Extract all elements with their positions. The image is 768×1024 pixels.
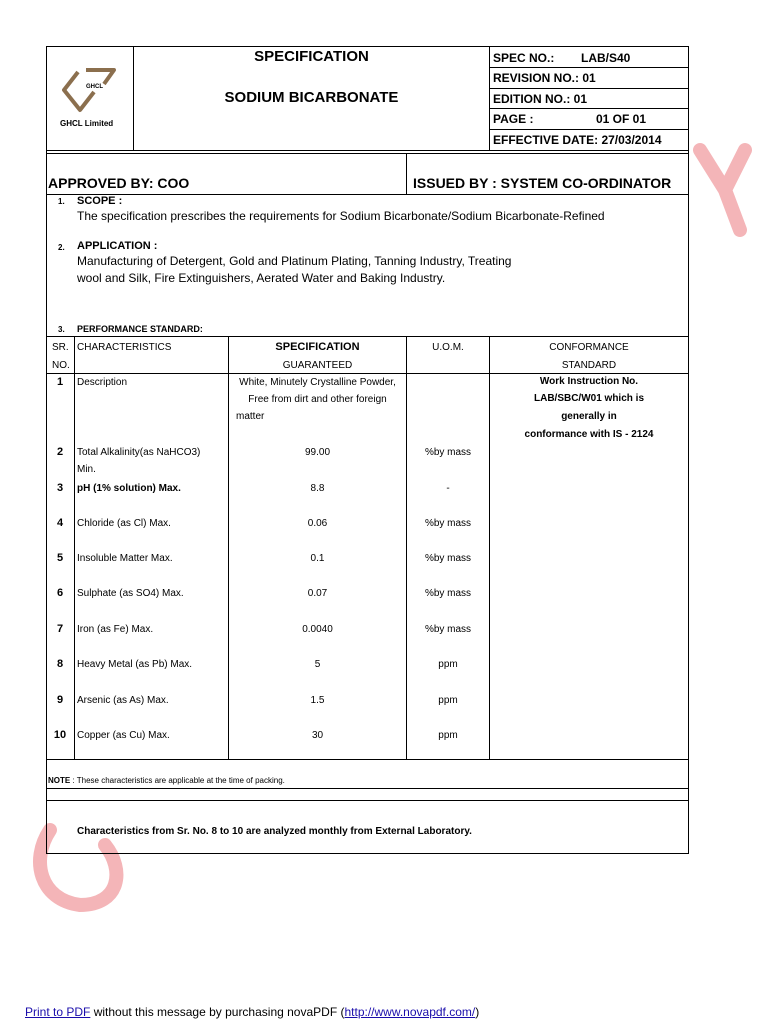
row-sr: 6 [56,587,64,599]
application-text-line2: wool and Silk, Fire Extinguishers, Aerated Water and Baking Industry. [77,271,446,285]
company-name: GHCL Limited [60,119,114,128]
row-uom: %by mass [424,518,472,529]
row-characteristic: Sulphate (as SO4) Max. [77,588,184,599]
row-uom: %by mass [424,553,472,564]
row-characteristic: Iron (as Fe) Max. [77,624,154,635]
scope-text: The specification prescribes the requirements for Sodium Bicarbonate/Sodium Bicarbonate-Refined [77,209,605,223]
spec-no-value: LAB/S40 [581,51,631,65]
page-value: 01 OF 01 [596,112,647,126]
header-sr: SR. [52,342,69,353]
product-title: SODIUM BICARBONATE [224,89,399,106]
row-spec: 0.07 [307,588,328,599]
row-spec: 8.8 [310,483,325,494]
approved-by: APPROVED BY: COO [48,175,190,191]
row-uom: ppm [438,730,458,741]
header-specification: SPECIFICATION [275,341,360,353]
note-text: : These characteristics are applicable at the time of packing. [70,776,285,785]
logo-text: GHCL [86,84,103,90]
footer-text: without this message by purchasing novaPDF ( [90,1005,345,1019]
row2-sr: 2 [56,446,64,458]
footer-end: ) [475,1005,480,1019]
issued-by: ISSUED BY : SYSTEM CO-ORDINATOR [413,175,672,191]
header-guaranteed: GUARANTEED [282,360,353,371]
row-sr: 5 [56,552,64,564]
row2-characteristic-min: Min. [77,464,96,475]
row-spec: 1.5 [310,695,325,706]
edition-no: EDITION NO.: 01 [493,92,588,106]
note-line [48,776,285,785]
row-sr: 10 [53,729,67,741]
conformance-line2: LAB/SBC/W01 which is [533,393,644,404]
revision-no: REVISION NO.: 01 [493,71,596,85]
row1-sr: 1 [56,376,64,388]
row-spec: 5 [314,659,321,670]
row-spec: 30 [311,730,324,741]
row-characteristic: Insoluble Matter Max. [77,553,173,564]
row-sr: 7 [56,623,64,635]
print-to-pdf-link[interactable]: Print to PDF [25,1005,91,1019]
footer [25,1005,479,1019]
row-sr: 8 [56,658,64,670]
row1-spec-line3: matter [236,411,265,422]
row-uom: %by mass [424,588,472,599]
spec-no-label: SPEC NO.: [493,51,555,65]
row-uom: ppm [438,659,458,670]
application-number: 2. [58,243,65,252]
row-uom: %by mass [424,624,472,635]
header-standard: STANDARD [561,360,617,371]
effective-date: EFFECTIVE DATE: 27/03/2014 [493,133,662,147]
external-lab-note: Characteristics from Sr. No. 8 to 10 are analyzed monthly from External Laboratory. [77,826,472,837]
application-text-line1: Manufacturing of Detergent, Gold and Platinum Plating, Tanning Industry, Treating [77,254,512,268]
novapdf-url-link[interactable]: http://www.novapdf.com/ [344,1005,476,1019]
row-characteristic: pH (1% solution) Max. [77,483,181,494]
row-characteristic: Arsenic (as As) Max. [77,695,169,706]
scope-number: 1. [58,197,65,206]
page-label: PAGE : [493,112,534,126]
row2-characteristic: Total Alkalinity(as NaHCO3) [77,447,201,458]
row-sr: 9 [56,694,64,706]
row-spec: 0.06 [307,518,328,529]
row-spec: 0.1 [310,553,325,564]
header-conformance: CONFORMANCE [549,342,629,353]
row1-characteristic: Description [77,377,128,388]
performance-number: 3. [58,325,65,334]
row-uom: ppm [438,695,458,706]
performance-heading: PERFORMANCE STANDARD: [77,324,203,334]
doc-type-title: SPECIFICATION [254,48,369,65]
conformance-line1: Work Instruction No. [539,376,639,387]
conformance-line4: conformance with IS - 2124 [524,429,654,440]
conformance-line3: generally in [561,411,617,422]
row-characteristic: Heavy Metal (as Pb) Max. [77,659,193,670]
header-uom: U.O.M. [432,342,464,353]
header-no: NO. [52,360,70,371]
row-sr: 4 [56,517,64,529]
row1-spec-line2: Free from dirt and other foreign [248,394,387,405]
row2-uom: %by mass [424,447,472,458]
application-heading: APPLICATION : [77,240,158,252]
header-characteristics: CHARACTERISTICS [77,342,172,353]
row1-spec-line1: White, Minutely Crystalline Powder, [239,377,396,388]
row-uom: - [446,483,450,494]
row-characteristic: Copper (as Cu) Max. [77,730,170,741]
row2-spec: 99.00 [304,447,331,458]
row-spec: 0.0040 [302,624,333,635]
note-label: NOTE [48,776,71,785]
row-characteristic: Chloride (as Cl) Max. [77,518,171,529]
ghcl-logo [58,66,120,114]
scope-heading: SCOPE : [77,195,123,207]
row-sr: 3 [56,482,64,494]
